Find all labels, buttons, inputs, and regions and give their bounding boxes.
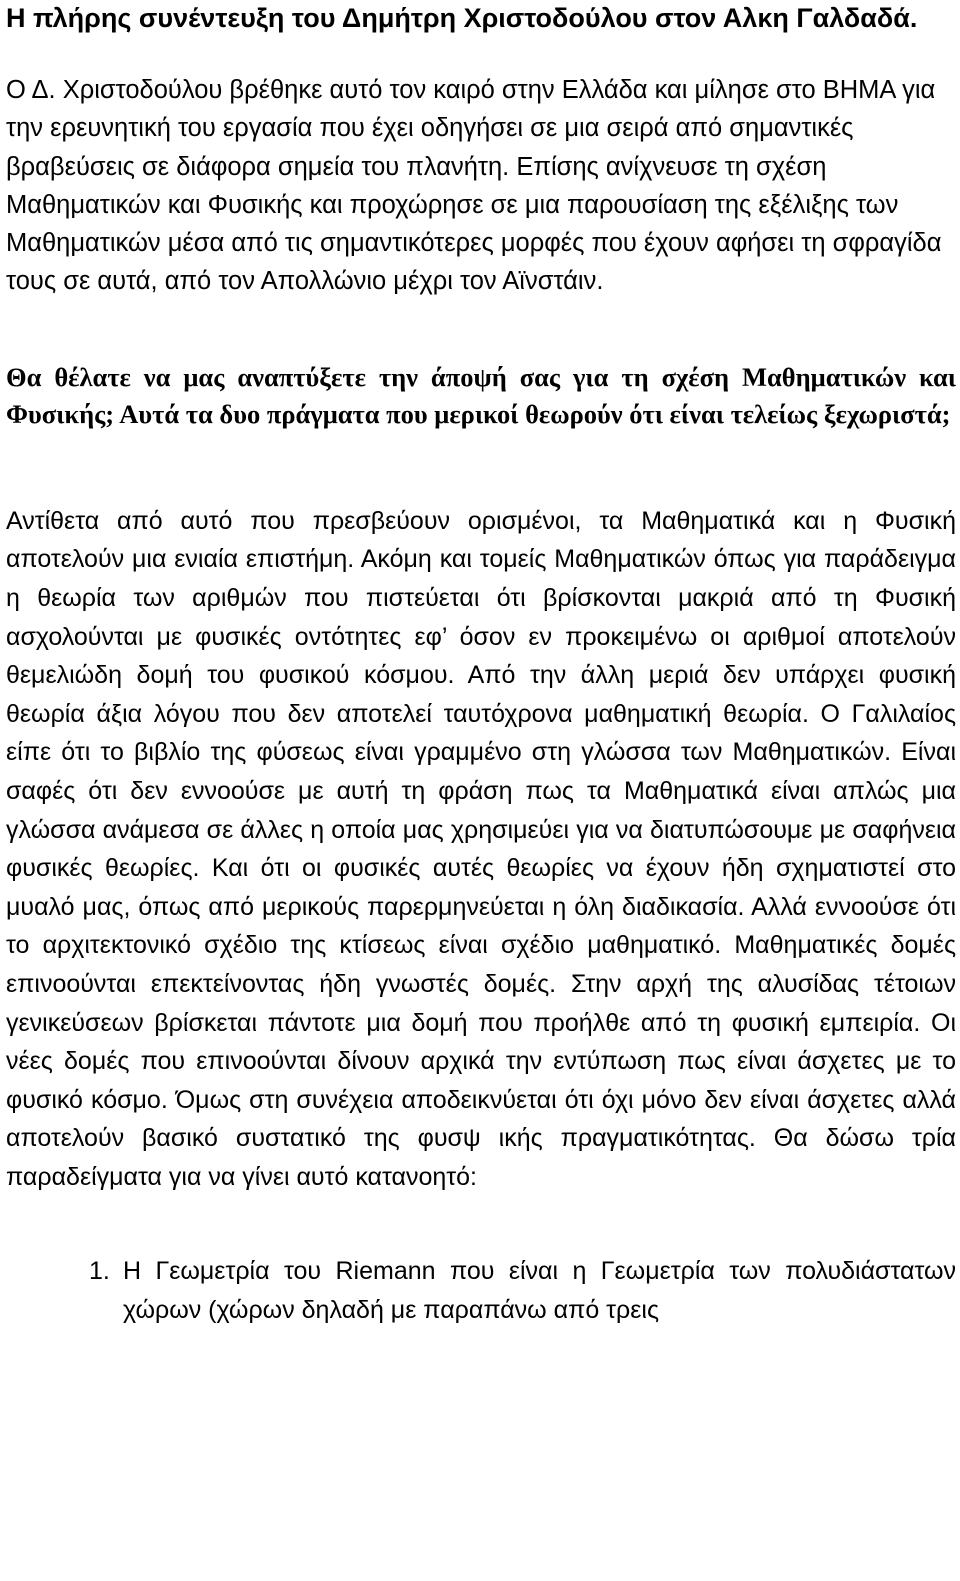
list-item-text: Η Γεωμετρία του Riemann που είναι η Γεωμετρία των πολυδιάστατων χώρων (χώρων δηλαδή με παραπάνω από τρεις <box>123 1257 956 1325</box>
list-item-number: 1. <box>89 1257 110 1286</box>
interview-question: Θα θέλατε να μας αναπτύξετε την άποψή σας για τη σχέση Μαθηματικών και Φυσικής; Αυτά τα δυο πράγματα που μερικοί θεωρούν ότι είναι τελείως ξεχωριστά; <box>6 361 956 429</box>
intro-paragraph: Ο Δ. Χριστοδούλου βρέθηκε αυτό τον καιρό στην Ελλάδα και μίλησε στο ΒΗΜΑ για την ερευνητική του εργασία που έχει οδηγήσει σε μια σειρά από σημαντικές βραβεύσεις σε διάφορα σημεία του πλανήτη. Επίσης ανίχνευσε τη σχέση Μαθηματικών και Φυσικής και προχώρησε σε μια παρουσίαση της εξέλιξης των Μαθηματικών μέσα από τις σημαντικότερες μορφές που έχουν αφήσει τη σφραγίδα τους σε αυτά, από τον Απολλώνιο μέχρι τον Αϊνστάιν. <box>6 76 942 296</box>
document-title: Η πλήρης συνέντευξη του Δημήτρη Χριστοδούλου στον Αλκη Γαλδαδά. <box>6 3 918 33</box>
document-page <box>6 0 956 1330</box>
interview-answer: Αντίθετα από αυτό που πρεσβεύουν ορισμένοι, τα Μαθηματικά και η Φυσική αποτελούν μια ενιαία επιστήμη. Ακόμη και τομείς Μαθηματικών όπως για παράδειγμα η θεωρία των αριθμών που πιστεύεται ότι βρίσκονται μακριά από τη Φυσική ασχολούνται με φυσικές οντότητες εφ’ όσον εν προκειμένω οι αριθμοί αποτελούν θεμελιώδη δομή του φυσικού κόσμου. Από την άλλη μεριά δεν υπάρχει φυσική θεωρία άξια λόγου που δεν αποτελεί ταυτόχρονα μαθηματική θεωρία. Ο Γαλιλαίος είπε ότι το βιβλίο της φύσεως είναι γραμμένο στη γλώσσα των Μαθηματικών. Είναι σαφές ότι δεν εννοούσε με αυτή τη φράση πως τα Μαθηματικά είναι απλώς μια γλώσσα ανάμεσα σε άλλες η οποία μας χρησιμεύει για να διατυπώσουμε με σαφήνεια φυσικές θεωρίες. Και ότι οι φυσικές αυτές θεωρίες να έχουν ήδη σχηματιστεί στο μυαλό μας, όπως από μερικούς παρερμηνεύεται η όλη διαδικασία. Αλλά εννοούσε ότι το αρχιτεκτονικό σχέδιο της κτίσεως είναι σχέδιο μαθηματικό. Μαθηματικές δομές επινοούνται επεκτείνοντας ήδη γνωστές δομές. Στην αρχή της αλυσίδας τέτοιων γενικεύσεων βρίσκεται πάντοτε μια δομή που προήλθε από τη φυσική εμπειρία. Οι νέες δομές που επινοούνται δίνουν αρχικά την εντύπωση πως είναι άσχετες με το φυσικό κόσμο. Όμως στη συνέχεια αποδεικνύεται ότι όχι μόνο δεν είναι άσχετες αλλά αποτελούν βασικό συστατικό της φυσψ ικής πραγματικότητας. Θα δώσω τρία παραδείγματα για να γίνει αυτό κατανοητό: <box>6 506 956 1191</box>
numbered-list <box>6 1252 956 1329</box>
list-item <box>6 1252 956 1329</box>
